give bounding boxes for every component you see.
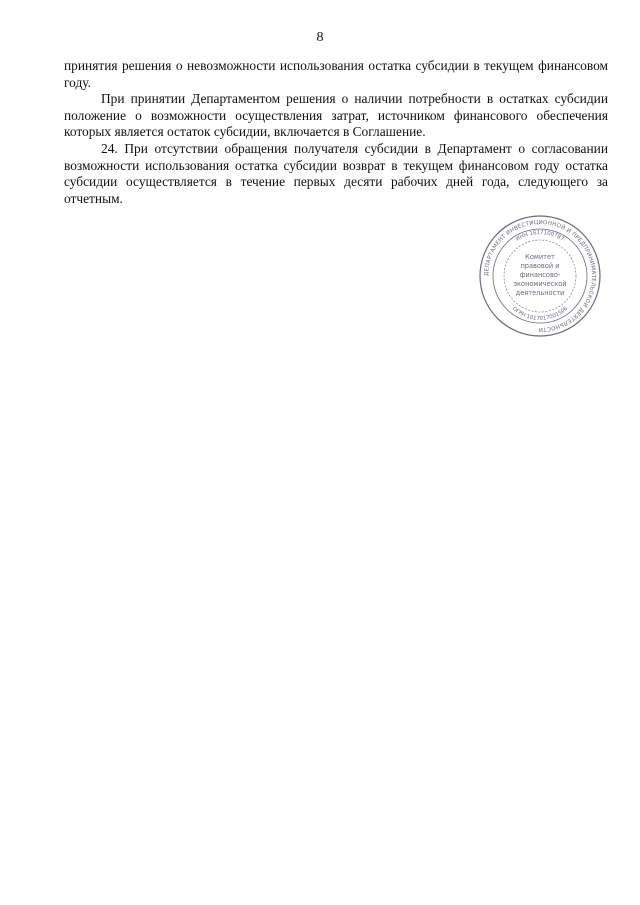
seal-inn-path: ИНН 1617100787 <box>515 229 565 243</box>
paragraph-continuation: принятия решения о невозможности использования остатка субсидии в текущем финансовом году. <box>64 58 608 90</box>
paragraph-department-decision: При принятии Департаментом решения о наличии потребности в остатках субсидии положение о возможности осуществления затрат, источником финансового обеспечения которых является остаток субсидии, включается в Соглашение. <box>64 91 608 140</box>
paragraph-item-24: 24. При отсутствии обращения получателя субсидии в Департамент о согласовании возможности использования остатка субсидии возврат в текущем финансовом году остатка субсидии осуществляется в течение первых десяти рабочих дней года, следующего за отчетным. <box>64 140 608 206</box>
seal-center-line-1: Комитет <box>525 253 555 261</box>
seal-center-line-4: экономической <box>513 280 567 288</box>
seal-ogrn-path: ОГРН 1017017001506 <box>510 305 570 323</box>
seal-outer-ring-path: ДЕПАРТАМЕНТ ИНВЕСТИЦИОННОЙ И ПРЕДПРИНИМАТЕЛЬСКОЙ ДЕЯТЕЛЬНОСТИ <box>483 219 597 333</box>
seal-ogrn-text <box>511 305 570 322</box>
seal-stamp-icon <box>478 214 602 338</box>
official-seal <box>478 214 602 338</box>
seal-center-line-5: деятельности <box>515 289 565 297</box>
page-number: 8 <box>316 30 324 45</box>
seal-inn-text <box>515 230 565 242</box>
document-body <box>64 58 608 207</box>
seal-center-line-2: правовой и <box>520 262 560 270</box>
seal-center-line-3: финансово- <box>519 271 561 279</box>
